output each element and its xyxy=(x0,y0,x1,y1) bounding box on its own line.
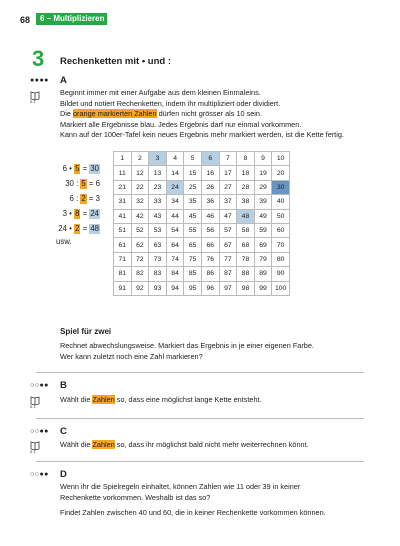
grid-cell: 91 xyxy=(114,281,132,295)
grid-cell: 100 xyxy=(272,281,290,295)
grid-cell: 36 xyxy=(201,195,219,209)
grid-cell: 75 xyxy=(184,252,202,266)
grid-cell: 94 xyxy=(166,281,184,295)
chain-row: 6 : 2 = 3 xyxy=(69,194,100,203)
part-a-letter: A xyxy=(60,75,67,86)
grid-cell: 7 xyxy=(219,152,237,166)
grid-cell: 41 xyxy=(114,209,132,223)
grid-cell: 79 xyxy=(254,252,272,266)
grid-cell: 92 xyxy=(131,281,149,295)
game-title: Spiel für zwei xyxy=(60,327,112,336)
grid-cell: 80 xyxy=(272,252,290,266)
highlight-numbers: Zahlen xyxy=(92,440,115,449)
chain-etc: usw. xyxy=(56,237,72,246)
grid-cell: 39 xyxy=(254,195,272,209)
page-number: 68 xyxy=(20,15,31,25)
grid-cell: 52 xyxy=(131,223,149,237)
book-ref-c: 6.1 xyxy=(30,449,36,454)
highlight-orange-numbers: orange markierten Zahlen xyxy=(72,109,157,118)
grid-cell: 32 xyxy=(131,195,149,209)
grid-cell: 43 xyxy=(149,209,167,223)
grid-cell: 33 xyxy=(149,195,167,209)
grid-row xyxy=(114,267,290,281)
grid-cell: 84 xyxy=(166,267,184,281)
grid-cell: 54 xyxy=(166,223,184,237)
grid-cell: 98 xyxy=(237,281,255,295)
grid-cell: 48 xyxy=(237,209,255,223)
part-d-letter: D xyxy=(60,469,67,480)
grid-cell: 25 xyxy=(184,180,202,194)
grid-cell: 28 xyxy=(237,180,255,194)
grid-cell: 2 xyxy=(131,152,149,166)
grid-cell: 70 xyxy=(272,238,290,252)
part-b-letter: B xyxy=(60,380,67,391)
grid-cell: 27 xyxy=(219,180,237,194)
grid-cell: 63 xyxy=(149,238,167,252)
grid-cell: 24 xyxy=(166,180,184,194)
grid-cell: 31 xyxy=(114,195,132,209)
grid-cell: 4 xyxy=(166,152,184,166)
grid-cell: 40 xyxy=(272,195,290,209)
grid-cell: 14 xyxy=(166,166,184,180)
chain-row: 30 : 5 = 6 xyxy=(65,179,100,188)
section-number: 3 xyxy=(32,46,45,71)
grid-cell: 16 xyxy=(201,166,219,180)
grid-cell: 93 xyxy=(149,281,167,295)
grid-cell: 90 xyxy=(272,267,290,281)
chapter-label: 6 – Multiplizieren xyxy=(36,13,107,25)
grid-cell: 72 xyxy=(131,252,149,266)
grid-cell: 15 xyxy=(184,166,202,180)
grid-cell: 81 xyxy=(114,267,132,281)
grid-cell: 97 xyxy=(219,281,237,295)
grid-cell: 5 xyxy=(184,152,202,166)
grid-cell: 74 xyxy=(166,252,184,266)
grid-cell: 30 xyxy=(272,180,290,194)
grid-cell: 89 xyxy=(254,267,272,281)
difficulty-dots-c: ○○●● xyxy=(30,428,49,435)
grid-cell: 22 xyxy=(131,180,149,194)
grid-cell: 34 xyxy=(166,195,184,209)
difficulty-dots-a: ●●●● xyxy=(30,77,49,84)
grid-cell: 69 xyxy=(254,238,272,252)
part-d-text: Wenn ihr die Spielregeln einhaltet, können Zahlen wie 11 oder 39 in keiner Rechenkette vorkommen. Weshalb ist das so? Findet Zahlen zwischen 40 und 60, die in keiner Rechenkette vorkommen können. xyxy=(60,482,326,517)
grid-cell: 76 xyxy=(201,252,219,266)
grid-row xyxy=(114,166,290,180)
grid-row xyxy=(114,281,290,295)
grid-cell: 37 xyxy=(219,195,237,209)
grid-cell: 67 xyxy=(219,238,237,252)
part-c-letter: C xyxy=(60,426,67,437)
chain-list xyxy=(56,164,100,239)
grid-cell: 21 xyxy=(114,180,132,194)
grid-cell: 65 xyxy=(184,238,202,252)
grid-cell: 19 xyxy=(254,166,272,180)
grid-cell: 29 xyxy=(254,180,272,194)
grid-cell: 57 xyxy=(219,223,237,237)
grid-cell: 42 xyxy=(131,209,149,223)
grid-cell: 73 xyxy=(149,252,167,266)
grid-cell: 12 xyxy=(131,166,149,180)
divider xyxy=(36,418,364,419)
chain-row: 6 • 5 = 30 xyxy=(62,164,99,173)
grid-cell: 68 xyxy=(237,238,255,252)
section-title: Rechenketten mit • und : xyxy=(60,56,172,67)
part-b-text: Wählt die Zahlen so, dass eine möglichst lange Kette entsteht. xyxy=(60,395,262,404)
grid-cell: 44 xyxy=(166,209,184,223)
grid-cell: 20 xyxy=(272,166,290,180)
grid-cell: 99 xyxy=(254,281,272,295)
grid-cell: 26 xyxy=(201,180,219,194)
difficulty-dots-d: ○○●● xyxy=(30,471,49,478)
grid-cell: 1 xyxy=(114,152,132,166)
hundred-board xyxy=(113,151,290,296)
highlight-numbers: Zahlen xyxy=(92,395,115,404)
divider xyxy=(36,372,364,373)
grid-cell: 49 xyxy=(254,209,272,223)
grid-cell: 61 xyxy=(114,238,132,252)
grid-cell: 78 xyxy=(237,252,255,266)
grid-cell: 10 xyxy=(272,152,290,166)
grid-cell: 64 xyxy=(166,238,184,252)
divider xyxy=(36,461,364,462)
grid-cell: 56 xyxy=(201,223,219,237)
part-c-text: Wählt die Zahlen so, dass ihr möglichst bald nicht mehr weiterrechnen könnt. xyxy=(60,440,309,449)
grid-row xyxy=(114,180,290,194)
grid-cell: 35 xyxy=(184,195,202,209)
grid-row xyxy=(114,238,290,252)
grid-cell: 86 xyxy=(201,267,219,281)
grid-cell: 9 xyxy=(254,152,272,166)
grid-cell: 82 xyxy=(131,267,149,281)
chain-row: 3 • 8 = 24 xyxy=(62,209,99,218)
grid-cell: 59 xyxy=(254,223,272,237)
grid-cell: 83 xyxy=(149,267,167,281)
grid-cell: 51 xyxy=(114,223,132,237)
grid-cell: 47 xyxy=(219,209,237,223)
grid-cell: 13 xyxy=(149,166,167,180)
grid-cell: 17 xyxy=(219,166,237,180)
grid-row xyxy=(114,223,290,237)
grid-cell: 96 xyxy=(201,281,219,295)
grid-row xyxy=(114,152,290,166)
grid-cell: 58 xyxy=(237,223,255,237)
grid-cell: 66 xyxy=(201,238,219,252)
grid-cell: 8 xyxy=(237,152,255,166)
chain-row: 24 • 2 = 48 xyxy=(58,224,99,233)
grid-cell: 95 xyxy=(184,281,202,295)
grid-cell: 88 xyxy=(237,267,255,281)
grid-cell: 46 xyxy=(201,209,219,223)
grid-cell: 45 xyxy=(184,209,202,223)
book-ref-b: 6.1 xyxy=(30,404,36,409)
part-a-text: Beginnt immer mit einer Aufgabe aus dem kleinen Einmaleins. Bildet und notiert Rechenketten, indem ihr multipliziert oder dividiert. Die orange markierten Zahlen dürfen nicht grösser als 10 sein. Markiert alle Ergebnisse blau. Jedes Ergebnis darf nur einmal vorkommen. Kann auf der 100er-Tafel kein neues Ergebnis mehr markiert werden, ist die Kette fertig. xyxy=(60,88,344,139)
book-ref-a: 6.1 xyxy=(30,99,36,104)
grid-cell: 87 xyxy=(219,267,237,281)
grid-cell: 71 xyxy=(114,252,132,266)
grid-cell: 77 xyxy=(219,252,237,266)
grid-cell: 18 xyxy=(237,166,255,180)
grid-row xyxy=(114,209,290,223)
grid-cell: 50 xyxy=(272,209,290,223)
grid-cell: 6 xyxy=(201,152,219,166)
grid-cell: 60 xyxy=(272,223,290,237)
difficulty-dots-b: ○○●● xyxy=(30,382,49,389)
grid-cell: 85 xyxy=(184,267,202,281)
grid-cell: 11 xyxy=(114,166,132,180)
grid-cell: 38 xyxy=(237,195,255,209)
grid-cell: 53 xyxy=(149,223,167,237)
grid-cell: 62 xyxy=(131,238,149,252)
game-text: Rechnet abwechslungsweise. Markiert das Ergebnis in je einer eigenen Farbe. Wer kann zuletzt noch eine Zahl markieren? xyxy=(60,341,314,361)
grid-row xyxy=(114,195,290,209)
grid-cell: 23 xyxy=(149,180,167,194)
grid-row xyxy=(114,252,290,266)
grid-cell: 55 xyxy=(184,223,202,237)
grid-cell: 3 xyxy=(149,152,167,166)
